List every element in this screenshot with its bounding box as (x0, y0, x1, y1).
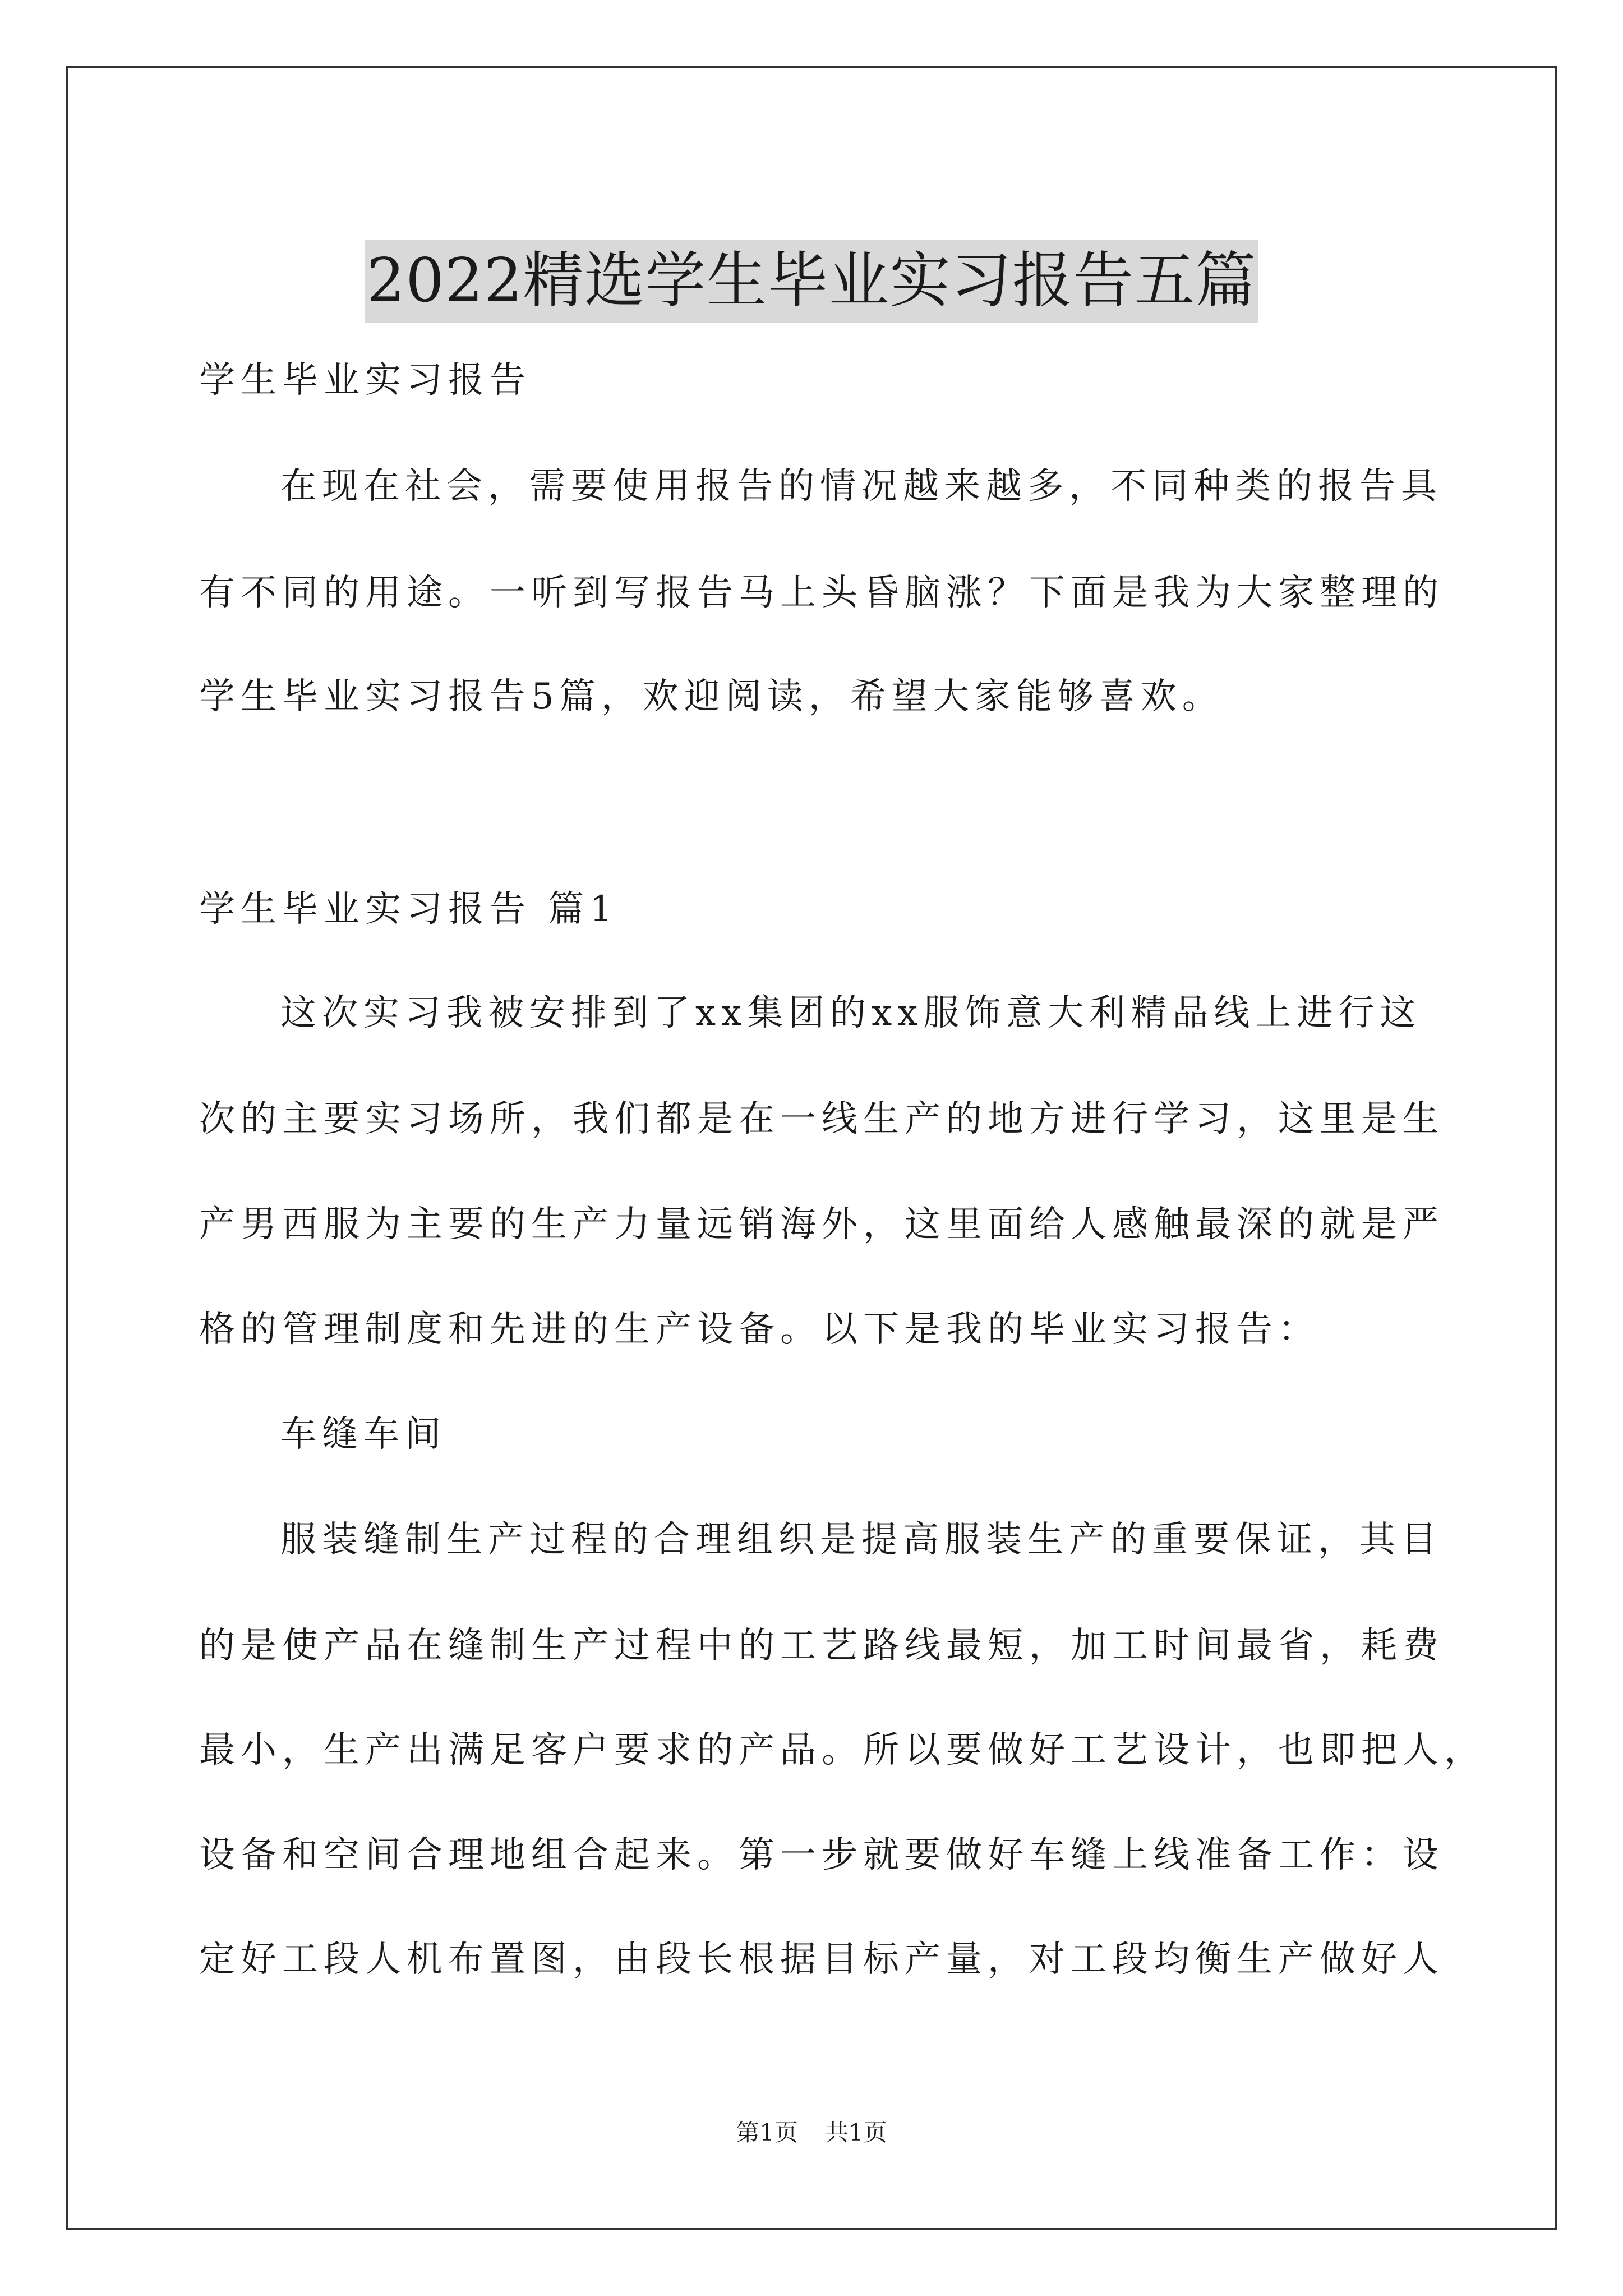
document-title: 2022精选学生毕业实习报告五篇 (365, 240, 1259, 323)
page-total: 共1页 (825, 2119, 887, 2146)
intro-line: 学生毕业实习报告5篇，欢迎阅读，希望大家能够喜欢。 (199, 676, 1224, 717)
page-footer (0, 2116, 1623, 2150)
paragraph-line: 设备和空间合理地组合起来。第一步就要做好车缝上线准备工作：设 (199, 1834, 1444, 1876)
subtitle: 学生毕业实习报告 (199, 360, 531, 401)
section-heading: 学生毕业实习报告 篇1 (199, 889, 619, 930)
title-container (0, 199, 1623, 364)
paragraph-line: 这次实习我被安排到了xx集团的xx服饰意大利精品线上进行这 (280, 992, 1422, 1034)
paragraph-line: 服装缝制生产过程的合理组织是提高服装生产的重要保证，其目 (280, 1519, 1442, 1561)
paragraph-line: 的是使产品在缝制生产过程中的工艺路线最短，加工时间最省，耗费 (199, 1625, 1444, 1667)
paragraph-line: 产男西服为主要的生产力量远销海外，这里面给人感触最深的就是严 (199, 1204, 1444, 1245)
paragraph-line: 次的主要实习场所，我们都是在一线生产的地方进行学习，这里是生 (199, 1098, 1444, 1140)
subheading: 车缝车间 (280, 1414, 446, 1455)
intro-line: 有不同的用途。一听到写报告马上头昏脑涨？下面是我为大家整理的 (199, 572, 1444, 614)
paragraph-line: 定好工段人机布置图，由段长根据目标产量，对工段均衡生产做好人 (199, 1939, 1444, 1980)
paragraph-line: 最小，生产出满足客户要求的产品。所以要做好工艺设计，也即把人， (199, 1729, 1486, 1771)
intro-line: 在现在社会，需要使用报告的情况越来越多，不同种类的报告具 (280, 466, 1442, 507)
page-number: 第1页 (736, 2119, 798, 2146)
paragraph-line: 格的管理制度和先进的生产设备。以下是我的毕业实习报告： (199, 1309, 1320, 1350)
